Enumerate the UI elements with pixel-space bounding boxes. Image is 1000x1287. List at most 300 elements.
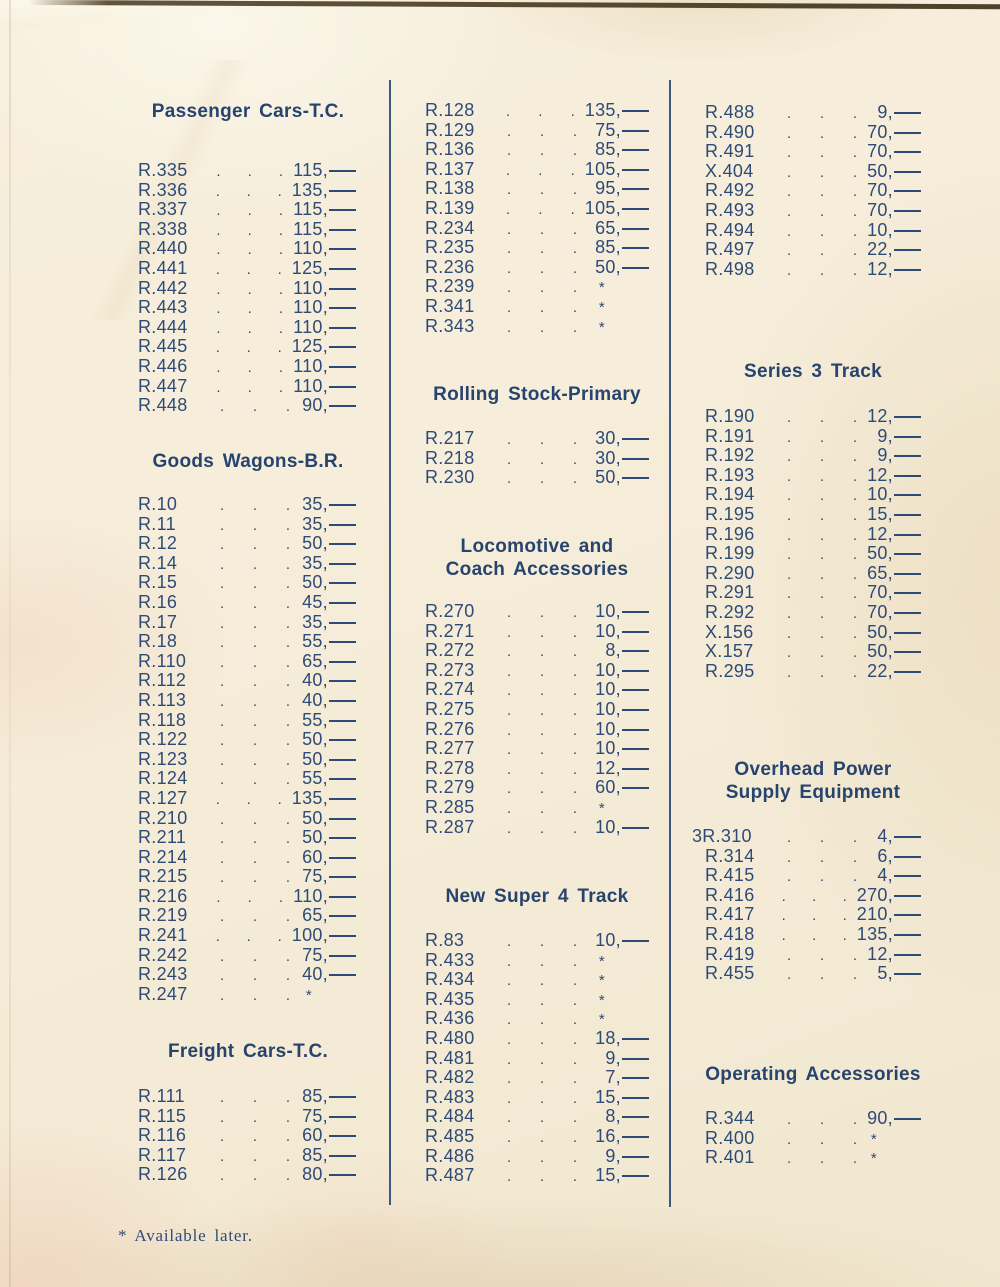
price-dash (894, 475, 921, 477)
leader-dots: . . . (507, 760, 577, 778)
price-dash (622, 438, 649, 440)
leader-dots: . . . (216, 378, 284, 396)
item-price: 9, (867, 445, 921, 466)
price-row (138, 808, 356, 828)
price-dash (622, 130, 649, 132)
item-code: R.83 (425, 930, 465, 950)
price-dash (329, 896, 356, 898)
leader-dots: . . . (787, 506, 857, 524)
leader-dots: . . . (507, 259, 577, 277)
price-row (425, 1067, 649, 1087)
item-code: R.416 (705, 884, 755, 905)
item-price: 50, (300, 808, 356, 829)
price-dash (329, 543, 356, 545)
item-price: 100, (292, 925, 356, 946)
price-row (425, 679, 649, 699)
item-code: R.18 (138, 631, 178, 652)
price-dash (329, 229, 356, 231)
price-row (705, 582, 921, 602)
price-dash (622, 267, 649, 269)
leader-dots: . . . (216, 300, 284, 318)
leader-dots: . . . (220, 497, 290, 514)
price-row (138, 199, 356, 219)
price-row (425, 316, 649, 336)
item-price: 50, (300, 729, 356, 750)
price-row (138, 984, 356, 1004)
section-title-new-super-4-track: New Super 4 Track (445, 886, 629, 907)
price-row (705, 846, 921, 866)
price-dash (894, 954, 921, 956)
price-dash (329, 563, 356, 565)
price-row (425, 139, 649, 159)
price-row (705, 161, 921, 181)
item-code: R.290 (705, 562, 755, 583)
leader-dots: . . . (507, 662, 577, 680)
price-dash (894, 856, 921, 858)
item-price: 75, (587, 120, 649, 141)
item-price: 10, (587, 719, 649, 740)
item-code: R.493 (705, 199, 755, 220)
price-row (705, 484, 921, 504)
section-rows-goods-wagons (138, 494, 356, 1003)
price-row (705, 141, 921, 161)
item-code: R.214 (138, 846, 188, 867)
price-row (705, 426, 921, 446)
item-code: R.337 (138, 199, 188, 220)
leader-dots: . . . (216, 319, 284, 337)
item-code: R.117 (138, 1144, 187, 1165)
price-row (138, 533, 356, 553)
leader-dots: . . . (787, 565, 857, 583)
leader-dots: . . . (215, 928, 282, 946)
price-row (425, 237, 649, 257)
price-dash (329, 209, 356, 211)
price-dash (622, 228, 649, 230)
item-code: R.285 (425, 796, 475, 817)
leader-dots: . . . (787, 1130, 857, 1148)
price-row (138, 238, 356, 258)
item-code: R.287 (425, 816, 475, 837)
section-title-passenger-cars: Passenger Cars-T.C. (151, 101, 345, 122)
item-price: 115, (293, 160, 356, 181)
item-price: 50, (300, 827, 356, 848)
item-price: 125, (292, 336, 356, 357)
price-row (138, 651, 356, 671)
item-price: 80, (300, 1164, 356, 1185)
leader-dots: . . . (220, 908, 290, 926)
item-code: R.482 (425, 1067, 475, 1088)
item-price: 115, (293, 199, 356, 220)
price-row (138, 945, 356, 965)
item-code: R.111 (138, 1086, 185, 1106)
leader-dots: . . . (507, 701, 577, 719)
leader-dots: . . . (507, 122, 577, 140)
item-price: 22, (867, 239, 921, 260)
price-row (425, 738, 649, 758)
item-code: R.400 (705, 1127, 755, 1148)
price-row (425, 660, 649, 680)
price-row (705, 122, 921, 142)
price-dash (894, 895, 921, 897)
price-row (425, 1008, 649, 1028)
item-price: 55, (300, 631, 356, 652)
item-code: R.338 (138, 218, 188, 239)
price-row (705, 924, 921, 944)
item-code: R.274 (425, 679, 475, 700)
price-dash (329, 602, 356, 604)
price-dash (329, 974, 356, 976)
leader-dots: . . . (787, 242, 857, 260)
item-price: 9, (867, 426, 921, 447)
leader-dots: . . . (507, 220, 577, 238)
leader-dots: . . . (220, 751, 290, 769)
item-price: 85, (300, 1086, 356, 1107)
leader-dots: . . . (216, 888, 284, 906)
item-code: R.275 (425, 698, 475, 719)
leader-dots: . . . (787, 105, 857, 122)
leader-dots: . . . (220, 692, 290, 710)
leader-dots: . . . (507, 181, 577, 199)
price-dash (329, 170, 356, 172)
item-code: R.16 (138, 591, 178, 612)
leader-dots: . . . (216, 358, 284, 376)
price-dash (622, 1175, 649, 1177)
item-price: * (598, 991, 605, 1009)
leader-dots: . . . (507, 1089, 577, 1107)
item-code: R.435 (425, 988, 475, 1009)
item-price: 10, (587, 817, 649, 838)
item-price: 10, (587, 621, 649, 642)
item-price: 125, (292, 258, 356, 279)
item-code: R.136 (425, 139, 475, 160)
price-row (705, 1147, 921, 1167)
item-code: R.335 (138, 160, 188, 180)
item-code: R.276 (425, 718, 475, 739)
leader-dots: . . . (216, 280, 284, 298)
item-price: 135, (292, 788, 356, 809)
leader-dots: . . . (507, 279, 577, 297)
price-dash (622, 458, 649, 460)
price-dash (894, 632, 921, 634)
item-price: 40, (300, 670, 356, 691)
leader-dots: . . . (507, 1168, 577, 1186)
item-price: 60, (300, 847, 356, 868)
leader-dots: . . . (787, 1111, 857, 1128)
item-code: R.126 (138, 1164, 188, 1185)
item-code: R.343 (425, 315, 475, 336)
price-dash (894, 230, 921, 232)
item-code: R.211 (138, 827, 187, 848)
item-code: R.243 (138, 964, 188, 985)
item-price: 50, (867, 161, 921, 182)
price-dash (622, 247, 649, 249)
item-code: R.494 (705, 219, 755, 240)
price-row (425, 699, 649, 719)
item-code: R.401 (705, 1147, 755, 1168)
item-code: R.419 (705, 943, 755, 964)
leader-dots: . . . (787, 644, 857, 662)
price-dash (622, 477, 649, 479)
leader-dots: . . . (220, 398, 290, 416)
price-row (425, 159, 649, 179)
price-dash (329, 327, 356, 329)
item-code: R.291 (705, 582, 755, 603)
leader-dots: . . . (507, 972, 577, 990)
price-row (705, 622, 921, 642)
column-divider-left (389, 80, 391, 1205)
item-code: R.488 (705, 102, 755, 122)
section-title-series-3-track: Series 3 Track (743, 361, 883, 382)
price-dash (329, 582, 356, 584)
price-row (425, 467, 649, 487)
item-code: R.129 (425, 119, 475, 140)
price-dash (894, 436, 921, 438)
leader-dots: . . . (507, 721, 577, 739)
leader-dots: . . . (220, 1147, 290, 1165)
item-price: 75, (300, 1106, 356, 1127)
item-price: 90, (300, 395, 356, 416)
price-row (138, 553, 356, 573)
leader-dots: . . . (507, 470, 577, 488)
price-dash (622, 149, 649, 151)
item-price: 10, (587, 679, 649, 700)
item-price: 110, (293, 886, 356, 907)
price-row (705, 259, 921, 279)
price-dash (329, 1155, 356, 1157)
item-code: X.157 (705, 641, 754, 662)
leader-dots: . . . (507, 643, 577, 661)
item-price: 12, (587, 758, 649, 779)
item-price: 12, (867, 259, 921, 280)
price-dash (329, 1174, 356, 1176)
leader-dots: . . . (787, 966, 857, 984)
price-dash (894, 514, 921, 516)
price-dash (622, 1077, 649, 1079)
price-row (425, 178, 649, 198)
price-dash (622, 748, 649, 750)
item-code: R.216 (138, 885, 188, 906)
item-code: R.442 (138, 277, 188, 298)
item-price: 7, (587, 1067, 649, 1088)
price-row (705, 239, 921, 259)
price-row (138, 670, 356, 690)
item-price: 10, (867, 220, 921, 241)
leader-dots: . . . (507, 623, 577, 641)
price-dash (329, 524, 356, 526)
item-code: R.485 (425, 1125, 475, 1146)
price-row (138, 572, 356, 592)
leader-dots: . . . (507, 933, 577, 950)
item-price: 85, (587, 237, 649, 258)
item-price: * (305, 986, 312, 1004)
leader-dots: . . . (507, 298, 577, 316)
item-price: 95, (587, 178, 649, 199)
price-dash (329, 759, 356, 761)
item-code: R.196 (705, 523, 755, 544)
item-code: R.295 (705, 660, 755, 681)
leader-dots: . . . (215, 260, 282, 278)
price-row (705, 524, 921, 544)
item-code: R.483 (425, 1086, 475, 1107)
item-price: 8, (587, 640, 649, 661)
item-code: R.193 (705, 464, 755, 485)
price-row (138, 749, 356, 769)
price-row (425, 969, 649, 989)
section-rows-passenger-cars-continued (425, 100, 649, 335)
price-row (138, 592, 356, 612)
item-price: * (598, 318, 605, 336)
leader-dots: . . . (220, 810, 290, 828)
section-title-freight-cars: Freight Cars-T.C. (167, 1041, 329, 1062)
item-price: 55, (300, 768, 356, 789)
leader-dots: . . . (220, 1167, 290, 1185)
price-dash (622, 631, 649, 633)
price-row (705, 504, 921, 524)
leader-dots: . . . (787, 848, 857, 866)
item-code: R.415 (705, 865, 755, 886)
leader-dots: . . . (216, 241, 284, 259)
leader-dots: . . . (220, 634, 290, 652)
leader-dots: . . . (507, 952, 577, 970)
leader-dots: . . . (507, 240, 577, 258)
price-dash (622, 940, 649, 942)
item-code: R.490 (705, 121, 755, 142)
item-price: 110, (293, 356, 356, 377)
item-code: R.190 (705, 406, 755, 426)
price-row (425, 950, 649, 970)
price-dash (329, 346, 356, 348)
price-dash (894, 210, 921, 212)
price-dash (894, 416, 921, 418)
price-row (705, 543, 921, 563)
leader-dots: . . . (507, 1030, 577, 1048)
price-dash (894, 112, 921, 114)
price-dash (622, 650, 649, 652)
leader-dots: . . . (787, 1150, 857, 1168)
price-dash (894, 836, 921, 838)
price-row (425, 257, 649, 277)
item-code: X.156 (705, 621, 754, 642)
leader-dots: . . . (787, 604, 857, 622)
section-rows-operating-accessories (705, 1108, 921, 1167)
leader-dots: . . . (220, 594, 290, 612)
item-code: R.314 (705, 845, 755, 866)
item-price: 4, (867, 826, 921, 847)
price-dash (894, 190, 921, 192)
item-price: 50, (867, 543, 921, 564)
item-price: 12, (867, 406, 921, 427)
price-row (705, 904, 921, 924)
item-price: 12, (867, 944, 921, 965)
price-dash (894, 534, 921, 536)
price-row (425, 797, 649, 817)
item-price: 90, (867, 1108, 921, 1129)
price-row (425, 777, 649, 797)
item-code: R.491 (705, 141, 755, 162)
price-row (138, 1145, 356, 1165)
item-price: 105, (585, 159, 649, 180)
price-row (705, 180, 921, 200)
price-row (138, 710, 356, 730)
price-row (425, 1048, 649, 1068)
item-code: R.433 (425, 949, 475, 970)
leader-dots: . . . (507, 682, 577, 700)
price-dash (622, 729, 649, 731)
leader-dots: . . . (787, 868, 857, 886)
price-dash (329, 366, 356, 368)
item-code: R.12 (138, 533, 178, 554)
item-code: R.344 (705, 1108, 755, 1128)
price-dash (329, 190, 356, 192)
leader-dots: . . . (505, 161, 575, 179)
leader-dots: . . . (507, 1109, 577, 1127)
item-price: 65, (300, 905, 356, 926)
leader-dots: . . . (787, 222, 857, 240)
price-dash (329, 307, 356, 309)
item-price: 15, (587, 1087, 649, 1108)
leader-dots: . . . (507, 1148, 577, 1166)
price-dash (329, 837, 356, 839)
item-code: R.124 (138, 768, 188, 789)
item-price: 22, (867, 661, 921, 682)
price-dash (894, 671, 921, 673)
price-dash (329, 680, 356, 682)
price-dash (329, 915, 356, 917)
item-code: R.230 (425, 467, 475, 488)
item-code: R.236 (425, 256, 475, 277)
price-row (705, 563, 921, 583)
item-price: 50, (300, 533, 356, 554)
item-price: 105, (585, 198, 649, 219)
item-price: 10, (867, 484, 921, 505)
price-row (425, 640, 649, 660)
price-row (138, 1125, 356, 1145)
leader-dots: . . . (507, 741, 577, 759)
item-code: R.118 (138, 709, 187, 730)
price-dash (622, 1156, 649, 1158)
price-dash (622, 208, 649, 210)
item-price: 135, (585, 100, 649, 121)
item-price: 15, (867, 504, 921, 525)
price-dash (894, 269, 921, 271)
price-dash (894, 875, 921, 877)
leader-dots: . . . (507, 1050, 577, 1068)
price-dash (894, 573, 921, 575)
leader-dots: . . . (220, 947, 290, 965)
price-row (138, 1086, 356, 1106)
leader-dots: . . . (787, 448, 857, 466)
price-row (425, 1028, 649, 1048)
item-code: R.122 (138, 729, 188, 750)
item-code: R.497 (705, 239, 755, 260)
price-dash (894, 973, 921, 975)
item-code: R.239 (425, 276, 475, 297)
price-dash (329, 622, 356, 624)
item-code: R.436 (425, 1008, 475, 1029)
leader-dots: . . . (507, 431, 577, 448)
price-dash (329, 268, 356, 270)
item-code: R.17 (138, 611, 178, 632)
item-code: R.194 (705, 484, 755, 505)
item-price: 10, (587, 930, 649, 951)
item-price: * (598, 972, 605, 990)
item-code: 3R.310 (692, 826, 752, 846)
item-price: * (598, 279, 605, 297)
item-price: 65, (867, 563, 921, 584)
item-code: R.219 (138, 905, 188, 926)
item-price: 70, (867, 180, 921, 201)
item-price: * (870, 1150, 877, 1168)
